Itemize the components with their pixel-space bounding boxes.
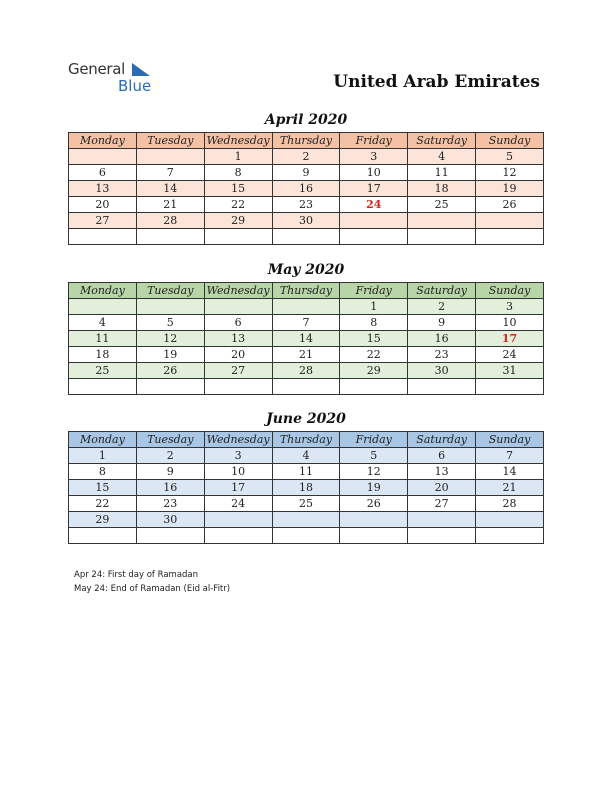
day-cell: 7 — [136, 165, 204, 181]
weekday-header: Saturday — [408, 133, 476, 149]
holiday-notes — [74, 568, 230, 596]
day-cell: 18 — [272, 480, 340, 496]
weekday-header: Friday — [340, 133, 408, 149]
day-cell — [476, 229, 544, 245]
day-cell: 30 — [136, 512, 204, 528]
weekday-header: Saturday — [408, 283, 476, 299]
day-cell: 10 — [340, 165, 408, 181]
week-row — [69, 197, 544, 213]
day-cell: 17 — [476, 331, 544, 347]
day-cell: 18 — [69, 347, 137, 363]
day-cell: 6 — [408, 448, 476, 464]
day-cell — [340, 213, 408, 229]
day-cell: 21 — [272, 347, 340, 363]
week-row — [69, 229, 544, 245]
day-cell: 1 — [69, 448, 137, 464]
day-cell: 24 — [340, 197, 408, 213]
day-cell: 30 — [408, 363, 476, 379]
weekday-header: Monday — [69, 283, 137, 299]
day-cell: 16 — [136, 480, 204, 496]
day-cell: 4 — [69, 315, 137, 331]
day-cell: 13 — [204, 331, 272, 347]
day-cell — [408, 229, 476, 245]
day-cell: 29 — [340, 363, 408, 379]
day-cell — [136, 229, 204, 245]
week-row — [69, 363, 544, 379]
day-cell: 20 — [408, 480, 476, 496]
logo-word-general: General — [68, 60, 126, 78]
day-cell: 27 — [204, 363, 272, 379]
day-cell: 25 — [408, 197, 476, 213]
day-cell — [272, 299, 340, 315]
week-row — [69, 213, 544, 229]
day-cell: 30 — [272, 213, 340, 229]
logo-word-blue: Blue — [118, 77, 152, 95]
week-row — [69, 464, 544, 480]
week-row — [69, 331, 544, 347]
week-row — [69, 299, 544, 315]
day-cell: 25 — [272, 496, 340, 512]
day-cell: 2 — [272, 149, 340, 165]
day-cell: 21 — [476, 480, 544, 496]
day-cell: 25 — [69, 363, 137, 379]
day-cell: 17 — [340, 181, 408, 197]
day-cell: 5 — [136, 315, 204, 331]
day-cell — [204, 229, 272, 245]
day-cell — [136, 379, 204, 395]
day-cell — [476, 379, 544, 395]
weekday-header: Tuesday — [136, 133, 204, 149]
day-cell: 15 — [340, 331, 408, 347]
day-cell — [136, 299, 204, 315]
calendar-body — [69, 299, 544, 395]
week-row — [69, 379, 544, 395]
day-cell: 9 — [408, 315, 476, 331]
week-row — [69, 496, 544, 512]
weekday-header: Tuesday — [136, 432, 204, 448]
day-cell: 31 — [476, 363, 544, 379]
month-title-june: June 2020 — [266, 411, 346, 427]
day-cell: 21 — [136, 197, 204, 213]
day-cell: 11 — [408, 165, 476, 181]
day-cell: 24 — [476, 347, 544, 363]
day-cell: 8 — [340, 315, 408, 331]
week-row — [69, 448, 544, 464]
day-cell: 26 — [340, 496, 408, 512]
day-cell: 12 — [340, 464, 408, 480]
day-cell: 6 — [69, 165, 137, 181]
day-cell: 19 — [340, 480, 408, 496]
weekday-header: Friday — [340, 283, 408, 299]
day-cell: 3 — [204, 448, 272, 464]
calendar-may — [68, 282, 544, 395]
day-cell — [136, 149, 204, 165]
day-cell: 15 — [69, 480, 137, 496]
day-cell: 7 — [272, 315, 340, 331]
weekday-header: Monday — [69, 432, 137, 448]
week-row — [69, 480, 544, 496]
day-cell: 4 — [408, 149, 476, 165]
day-cell: 11 — [272, 464, 340, 480]
day-cell — [408, 379, 476, 395]
day-cell: 10 — [476, 315, 544, 331]
day-cell: 5 — [340, 448, 408, 464]
weekday-header: Wednesday — [204, 283, 272, 299]
day-cell: 7 — [476, 448, 544, 464]
day-cell: 27 — [69, 213, 137, 229]
week-row — [69, 528, 544, 544]
day-cell — [204, 379, 272, 395]
weekday-header: Thursday — [272, 133, 340, 149]
day-cell: 11 — [69, 331, 137, 347]
day-cell: 1 — [340, 299, 408, 315]
day-cell: 12 — [136, 331, 204, 347]
day-cell: 22 — [340, 347, 408, 363]
day-cell: 8 — [69, 464, 137, 480]
weekday-header: Sunday — [476, 283, 544, 299]
day-cell: 10 — [204, 464, 272, 480]
day-cell — [69, 528, 137, 544]
logo — [68, 60, 168, 96]
day-cell — [476, 213, 544, 229]
day-cell: 13 — [69, 181, 137, 197]
country-title: United Arab Emirates — [333, 72, 540, 92]
day-cell: 17 — [204, 480, 272, 496]
day-cell — [69, 299, 137, 315]
week-row — [69, 315, 544, 331]
day-cell — [272, 379, 340, 395]
day-cell — [136, 528, 204, 544]
calendar-april — [68, 132, 544, 245]
day-cell: 24 — [204, 496, 272, 512]
day-cell — [69, 379, 137, 395]
day-cell — [272, 512, 340, 528]
weekday-header: Thursday — [272, 283, 340, 299]
day-cell: 19 — [136, 347, 204, 363]
weekday-header: Sunday — [476, 133, 544, 149]
month-title-may: May 2020 — [267, 262, 345, 278]
day-cell — [408, 528, 476, 544]
day-cell — [69, 229, 137, 245]
holiday-note: May 24: End of Ramadan (Eid al-Fitr) — [74, 584, 231, 594]
day-cell — [340, 379, 408, 395]
day-cell — [408, 213, 476, 229]
day-cell — [204, 512, 272, 528]
day-cell: 29 — [204, 213, 272, 229]
weekday-header: Tuesday — [136, 283, 204, 299]
day-cell: 19 — [476, 181, 544, 197]
week-row — [69, 512, 544, 528]
day-cell — [408, 512, 476, 528]
day-cell — [69, 149, 137, 165]
weekday-header-row — [69, 133, 544, 149]
day-cell — [476, 512, 544, 528]
calendar-body — [69, 149, 544, 245]
day-cell: 15 — [204, 181, 272, 197]
weekday-header: Wednesday — [204, 432, 272, 448]
day-cell: 28 — [136, 213, 204, 229]
day-cell — [204, 299, 272, 315]
day-cell — [476, 528, 544, 544]
day-cell — [340, 528, 408, 544]
day-cell — [340, 512, 408, 528]
day-cell: 14 — [272, 331, 340, 347]
logo-triangle-icon — [132, 63, 152, 77]
day-cell: 12 — [476, 165, 544, 181]
day-cell: 4 — [272, 448, 340, 464]
weekday-header: Sunday — [476, 432, 544, 448]
calendar-june — [68, 431, 544, 544]
day-cell — [272, 229, 340, 245]
holiday-note: Apr 24: First day of Ramadan — [74, 570, 199, 580]
weekday-header: Thursday — [272, 432, 340, 448]
weekday-header: Monday — [69, 133, 137, 149]
day-cell: 23 — [272, 197, 340, 213]
day-cell: 2 — [408, 299, 476, 315]
day-cell: 26 — [136, 363, 204, 379]
day-cell: 20 — [204, 347, 272, 363]
day-cell: 26 — [476, 197, 544, 213]
day-cell: 16 — [408, 331, 476, 347]
day-cell: 9 — [136, 464, 204, 480]
day-cell — [340, 229, 408, 245]
weekday-header: Saturday — [408, 432, 476, 448]
day-cell: 22 — [204, 197, 272, 213]
calendar-body — [69, 448, 544, 544]
week-row — [69, 181, 544, 197]
day-cell: 23 — [408, 347, 476, 363]
day-cell: 22 — [69, 496, 137, 512]
day-cell: 14 — [476, 464, 544, 480]
day-cell: 23 — [136, 496, 204, 512]
weekday-header: Friday — [340, 432, 408, 448]
weekday-header-row — [69, 283, 544, 299]
day-cell: 6 — [204, 315, 272, 331]
day-cell: 28 — [272, 363, 340, 379]
week-row — [69, 347, 544, 363]
day-cell — [272, 528, 340, 544]
day-cell: 5 — [476, 149, 544, 165]
day-cell: 1 — [204, 149, 272, 165]
weekday-header: Wednesday — [204, 133, 272, 149]
week-row — [69, 149, 544, 165]
day-cell: 29 — [69, 512, 137, 528]
day-cell: 3 — [340, 149, 408, 165]
day-cell: 28 — [476, 496, 544, 512]
month-title-april: April 2020 — [264, 112, 348, 128]
day-cell: 8 — [204, 165, 272, 181]
day-cell: 3 — [476, 299, 544, 315]
day-cell: 18 — [408, 181, 476, 197]
day-cell — [204, 528, 272, 544]
weekday-header-row — [69, 432, 544, 448]
week-row — [69, 165, 544, 181]
day-cell: 14 — [136, 181, 204, 197]
day-cell: 13 — [408, 464, 476, 480]
day-cell: 9 — [272, 165, 340, 181]
day-cell: 2 — [136, 448, 204, 464]
day-cell: 20 — [69, 197, 137, 213]
day-cell: 27 — [408, 496, 476, 512]
day-cell: 16 — [272, 181, 340, 197]
